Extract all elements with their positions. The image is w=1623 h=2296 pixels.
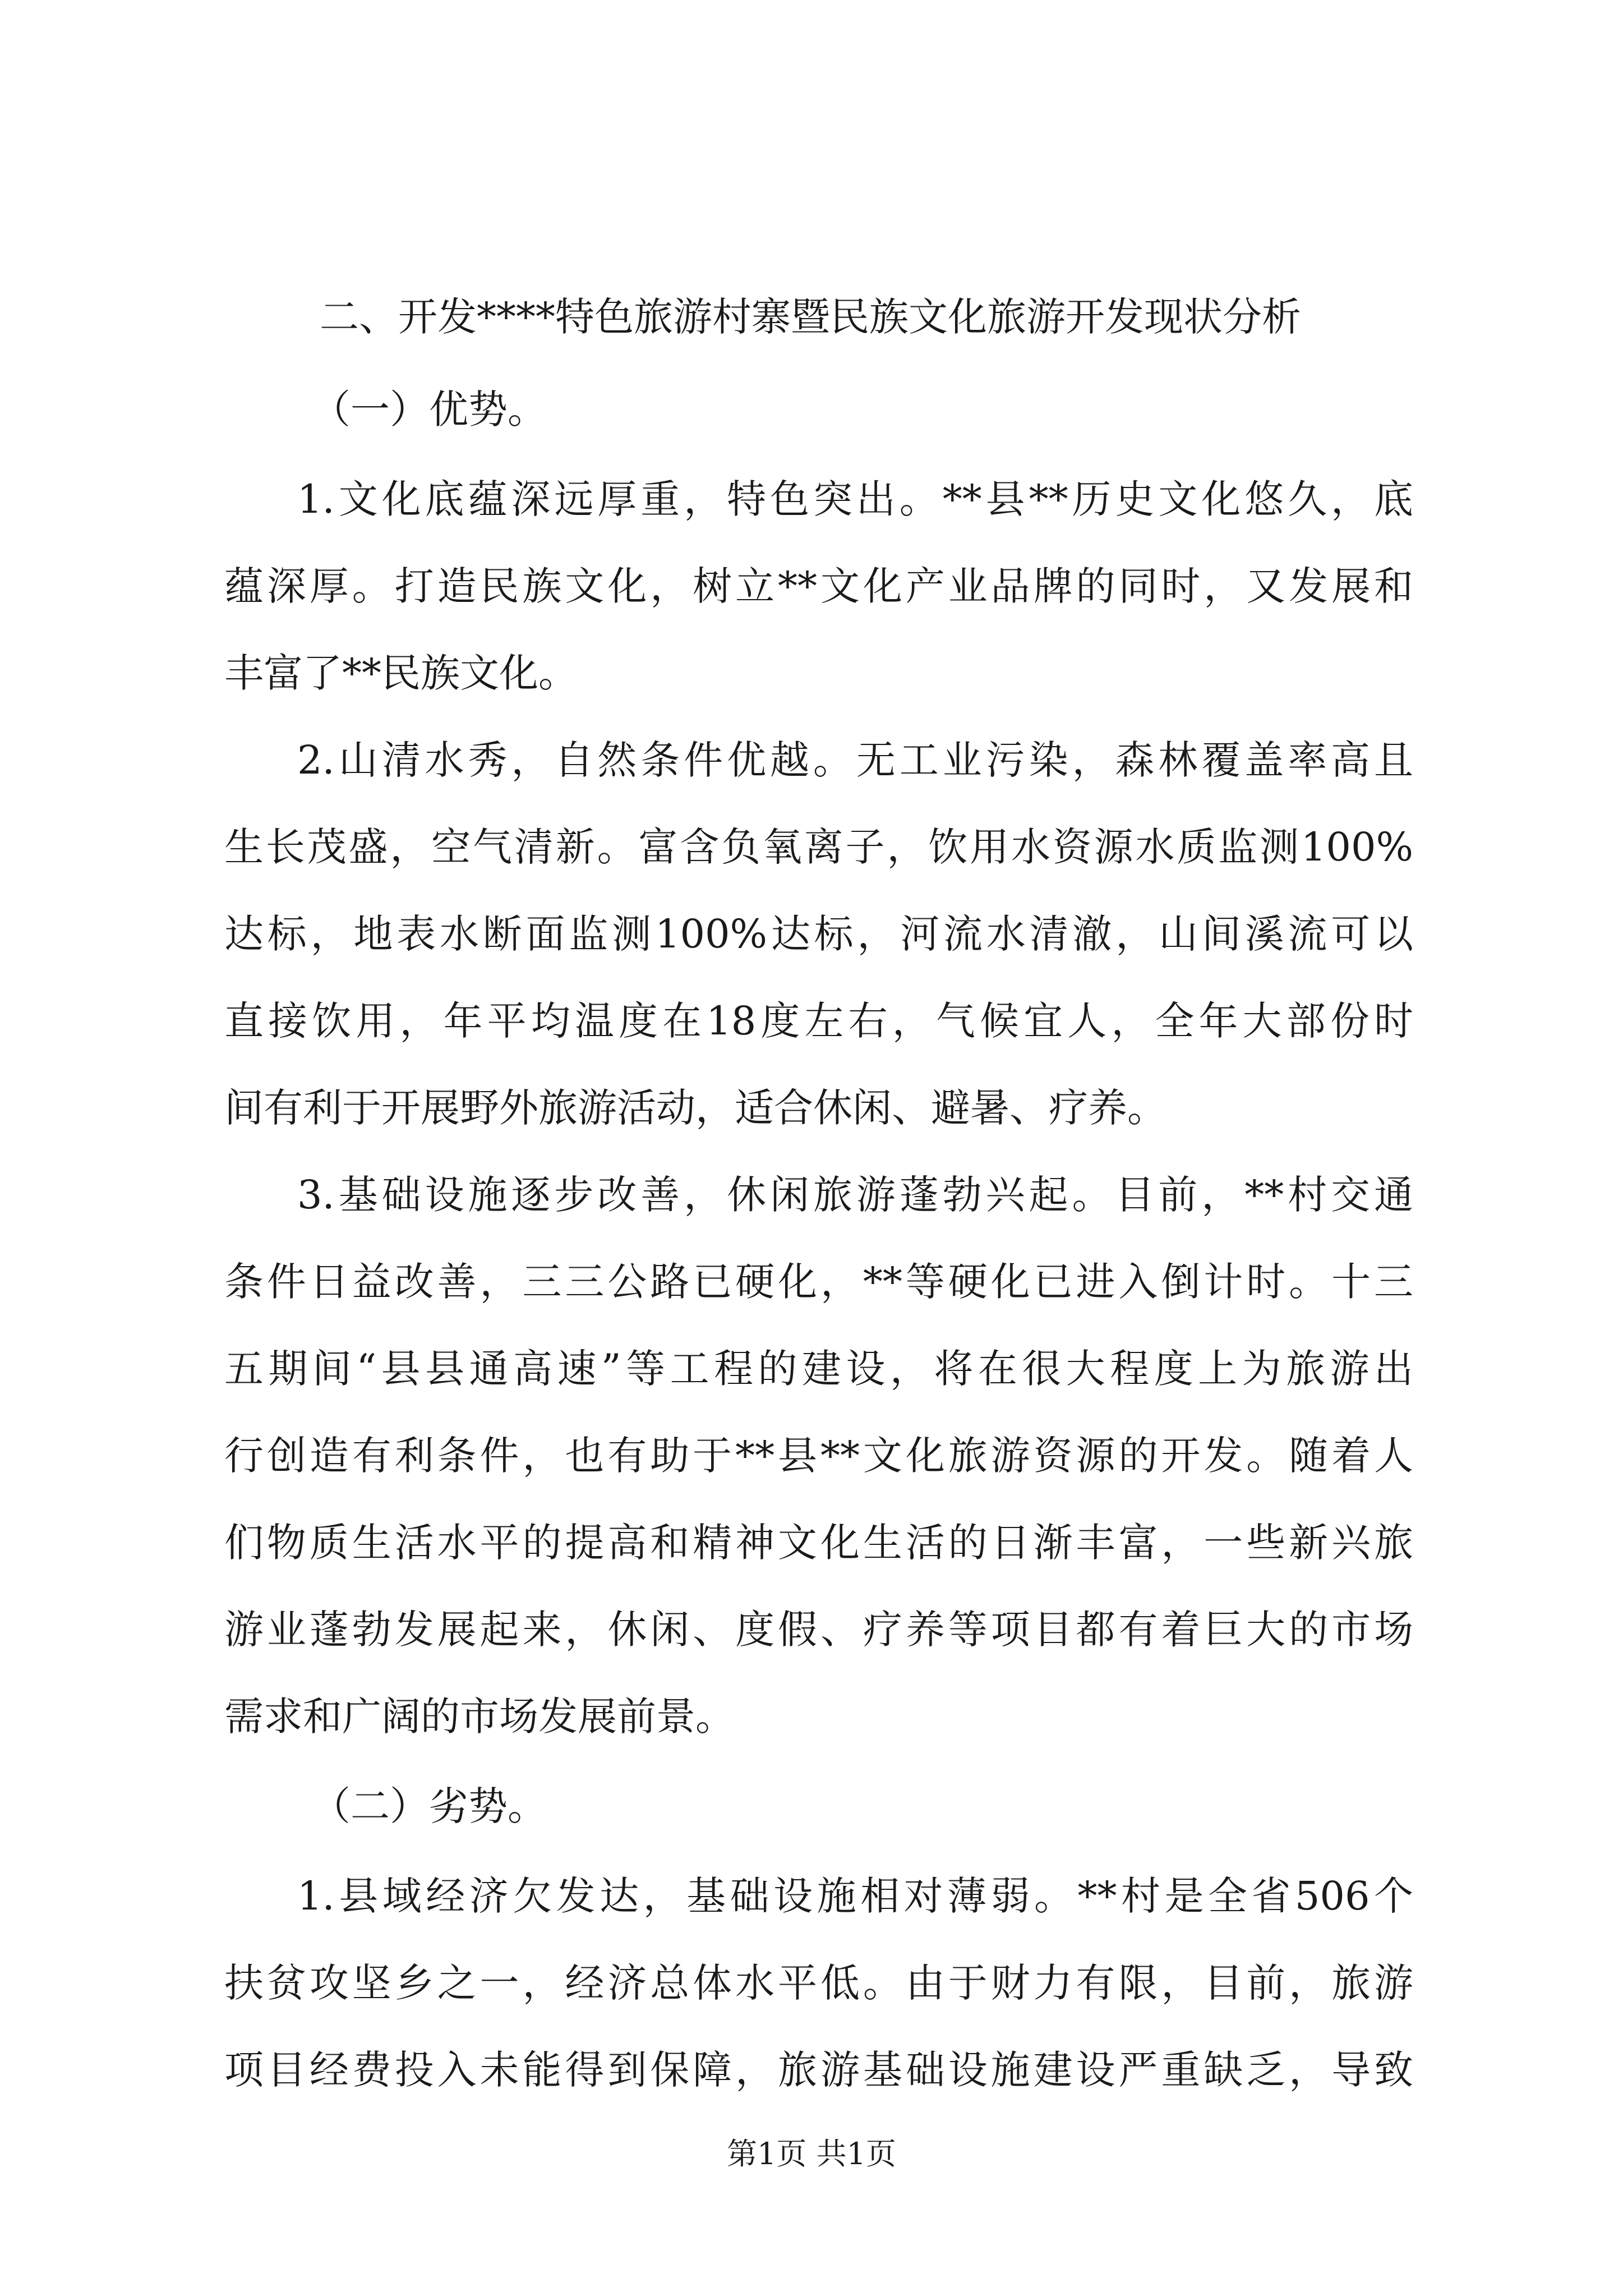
paragraph-line: 扶贫攻坚乡之一，经济总体水平低。由于财力有限，目前，旅游 [224,1960,1413,2006]
paragraph-line: 直接饮用，年平均温度在18度左右，气候宜人，全年大部份时 [224,998,1413,1044]
paragraph-line: 游业蓬勃发展起来，休闲、度假、疗养等项目都有着巨大的市场 [224,1607,1413,1653]
page-number-footer: 第1页 共1页 [727,2136,896,2171]
paragraph-line: 生长茂盛，空气清新。富含负氧离子，饮用水资源水质监测100% [224,824,1413,870]
paragraph-line: 需求和广阔的市场发展前景。 [224,1694,735,1740]
paragraph-line: 五期间“县县通高速”等工程的建设，将在很大程度上为旅游出 [224,1346,1413,1392]
paragraph-line: 间有利于开展野外旅游活动，适合休闲、避暑、疗养。 [224,1085,1166,1131]
paragraph-line: 达标，地表水断面监测100%达标，河流水清澈，山间溪流可以 [224,911,1413,957]
subsection-title-disadvantages: （二）劣势。 [311,1783,547,1829]
paragraph-line: 3.基础设施逐步改善，休闲旅游蓬勃兴起。目前，**村交通 [297,1172,1413,1218]
paragraph-line: 们物质生活水平的提高和精神文化生活的日渐丰富，一些新兴旅 [224,1520,1413,1566]
section-heading: 二、开发****特色旅游村寨暨民族文化旅游开发现状分析 [320,294,1301,340]
paragraph-line: 项目经费投入未能得到保障，旅游基础设施建设严重缺乏，导致 [224,2047,1413,2093]
paragraph-line: 2.山清水秀，自然条件优越。无工业污染，森林覆盖率高且 [297,737,1413,783]
paragraph-line: 行创造有利条件，也有助于**县**文化旅游资源的开发。随着人 [224,1433,1413,1479]
paragraph-line: 丰富了**民族文化。 [224,650,578,696]
paragraph-line: 1.县域经济欠发达，基础设施相对薄弱。**村是全省506个 [297,1873,1413,1919]
paragraph-line: 蕴深厚。打造民族文化，树立**文化产业品牌的同时，又发展和 [224,563,1413,609]
paragraph-line: 条件日益改善，三三公路已硬化，**等硬化已进入倒计时。十三 [224,1259,1413,1305]
paragraph-line: 1.文化底蕴深远厚重，特色突出。**县**历史文化悠久，底 [297,476,1413,522]
subsection-title-advantages: （一）优势。 [311,386,547,432]
